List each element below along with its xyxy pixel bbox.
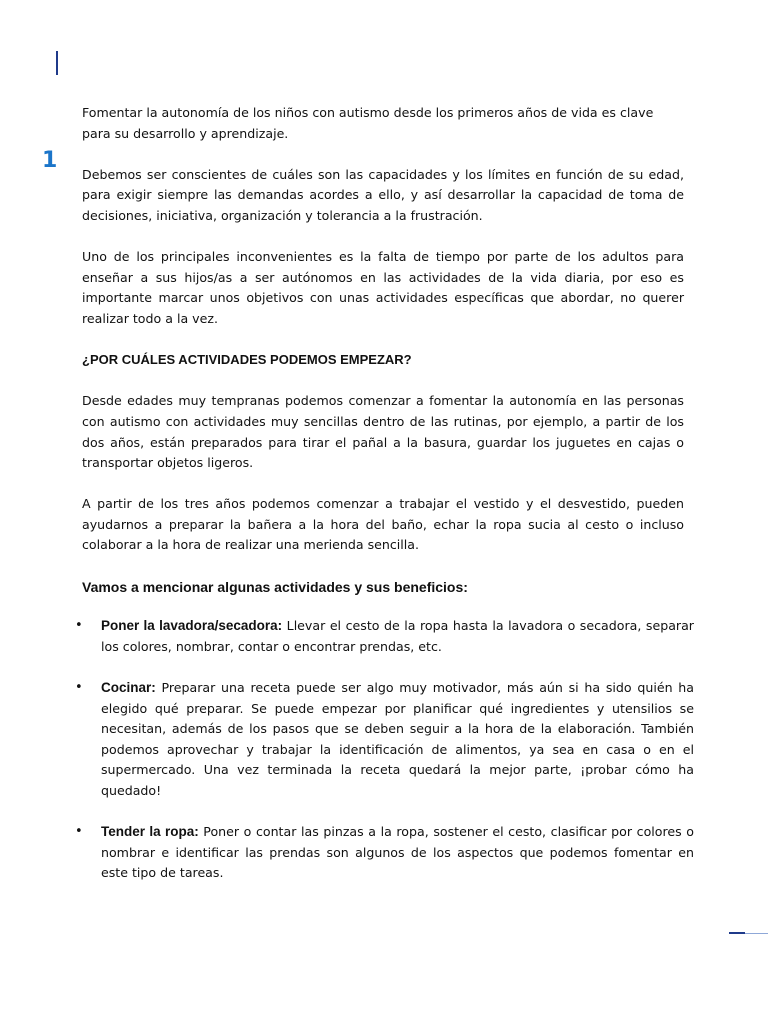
time-paragraph: Uno de los principales inconvenientes es la falta de tiempo por parte de los adultos para enseñar a sus hijos/as a ser autónomos en las actividades de la vida diaria, por eso es importante marcar unos objetivos con unas actividades específicas que abordar, no querer realizar todo a la vez.	[82, 249, 684, 326]
corner-decoration-light	[745, 933, 768, 934]
corner-decoration-dark	[729, 932, 745, 934]
list-item	[75, 822, 694, 884]
corner-decoration	[729, 932, 768, 935]
list-item	[75, 616, 694, 657]
page-number: 1	[42, 148, 58, 173]
bullet-icon: •	[75, 824, 83, 840]
early-ages-paragraph: Desde edades muy tempranas podemos comenzar a fomentar la autonomía en las personas con autismo con actividades muy sencillas dentro de las rutinas, por ejemplo, a partir de los dos años, están preparados para tirar el pañal a la basura, guardar los juguetes en cajas o transportar objetos ligeros.	[82, 393, 684, 471]
document-body	[75, 103, 694, 905]
section-heading: ¿POR CUÁLES ACTIVIDADES PODEMOS EMPEZAR?	[82, 352, 412, 368]
capabilities-paragraph: Debemos ser conscientes de cuáles son las capacidades y los límites en función de su edad, para exigir siempre las demandas acordes a ello, y así desarrollar la capacidad de toma de decisiones, iniciativa, organización y tolerancia a la frustración.	[82, 166, 684, 223]
activity-term: Poner la lavadora/secadora:	[101, 618, 283, 634]
activity-term: Tender la ropa:	[101, 824, 199, 840]
bullet-icon: •	[75, 680, 83, 696]
activities-heading: Vamos a mencionar algunas actividades y sus beneficios:	[82, 578, 468, 595]
intro-paragraph: Fomentar la autonomía de los niños con autismo desde los primeros años de vida es clave para su desarrollo y aprendizaje.	[82, 105, 654, 141]
bullet-icon: •	[75, 618, 83, 634]
activity-text: Preparar una receta puede ser algo muy motivador, más aún si ha sido quién ha elegido qué preparar. Se puede empezar por planificar qué ingredientes y utensilios se necesitan, además de los pasos que se deben seguir a la hora de la elaboración. También podemos aprovechar y trabajar la identificación de alimentos, ya sea en casa o en el supermercado. Una vez terminada la receta quedará la mejor parte, ¡probar cómo ha quedado!	[101, 680, 694, 798]
left-margin-bar	[56, 51, 58, 75]
activity-text: Llevar el cesto de la ropa hasta la lavadora o secadora, separar los colores, nombrar, contar o encontrar prendas, etc.	[101, 618, 694, 654]
activity-term: Cocinar:	[101, 680, 156, 696]
activities-list	[75, 616, 694, 884]
list-item	[75, 678, 694, 802]
activity-text: Poner o contar las pinzas a la ropa, sostener el cesto, clasificar por colores o nombrar e identificar las prendas son algunos de los aspectos que podemos fomentar en este tipo de tareas.	[101, 824, 694, 881]
three-years-paragraph: A partir de los tres años podemos comenzar a trabajar el vestido y el desvestido, pueden ayudarnos a preparar la bañera a la hora del baño, echar la ropa sucia al cesto o incluso colaborar a la hora de realizar una merienda sencilla.	[82, 496, 684, 553]
